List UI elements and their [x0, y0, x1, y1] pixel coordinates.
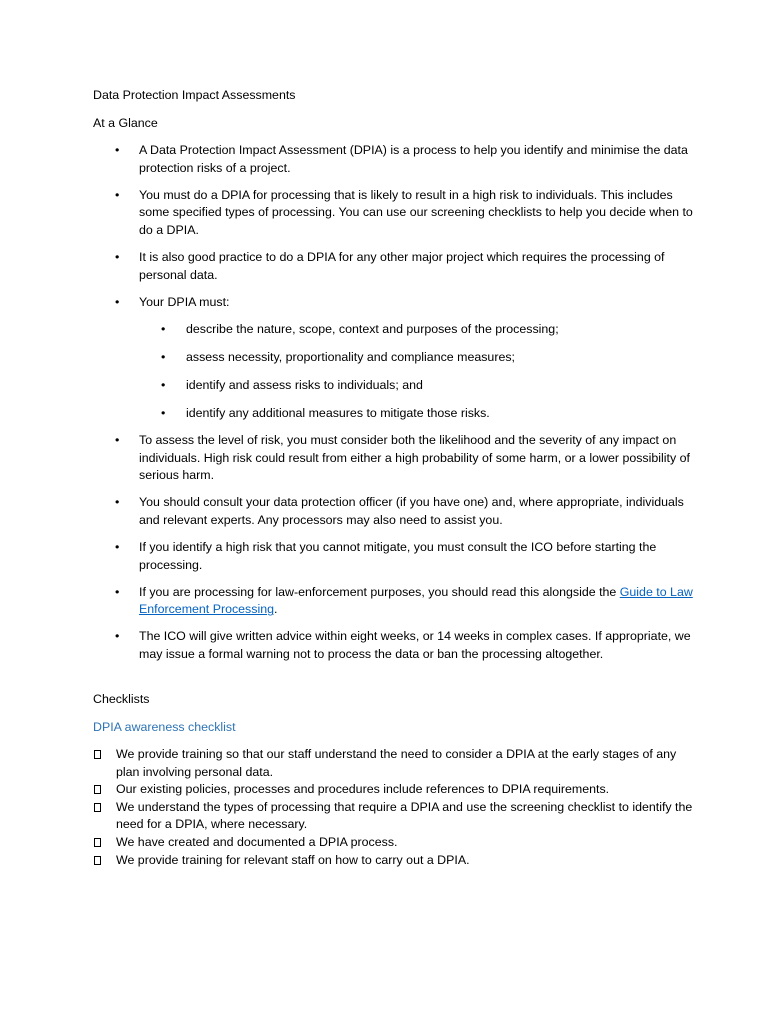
- awareness-checklist: [93, 746, 693, 869]
- list-item-text: Your DPIA must:: [139, 294, 230, 309]
- bullet-icon: •: [115, 187, 120, 202]
- list-item: [93, 249, 693, 284]
- sub-list-item: [139, 405, 693, 423]
- bullet-icon: •: [115, 433, 120, 448]
- dpia-requirements-list: [139, 321, 693, 423]
- list-item-text: [139, 585, 693, 617]
- list-item: [93, 187, 693, 240]
- checklist-item-text: We understand the types of processing that require a DPIA and use the screening checklist to identify the need for a DPIA, where necessary.: [116, 799, 693, 832]
- checklist-item-text: Our existing policies, processes and procedures include references to DPIA requirements.: [116, 782, 610, 797]
- checklist-item-text: We provide training for relevant staff on how to carry out a DPIA.: [116, 852, 470, 867]
- law-enforcement-guide-link[interactable]: Guide to Law Enforcement Processing: [139, 584, 693, 617]
- bullet-icon: •: [115, 143, 120, 157]
- sub-list-item-text: describe the nature, scope, context and purposes of the processing;: [186, 321, 559, 336]
- bullet-icon: •: [161, 321, 166, 336]
- list-item-text: To assess the level of risk, you must consider both the likelihood and the severity of any impact on individuals. High risk could result from either a high probability of some harm, or a lower possibility of serious harm.: [139, 433, 690, 483]
- law-bullet-prefix: If you are processing for law-enforcement purposes, you should read this alongside the: [139, 584, 617, 599]
- list-item: [93, 628, 693, 663]
- checkbox-icon[interactable]: [94, 856, 101, 865]
- bullet-icon: •: [115, 249, 120, 264]
- sub-list-item: [139, 321, 693, 339]
- checkbox-icon[interactable]: [94, 803, 101, 812]
- checklist-item[interactable]: [93, 746, 693, 781]
- list-item: [93, 294, 693, 423]
- bullet-icon: •: [115, 629, 120, 644]
- bullet-icon: •: [115, 584, 120, 599]
- list-item-text: A Data Protection Impact Assessment (DPIA) is a process to help you identify and minimise the data protection risks of a project.: [139, 143, 688, 175]
- sub-list-item-text: identify and assess risks to individuals; and: [186, 377, 423, 392]
- checklists-heading: Checklists: [93, 692, 150, 706]
- list-item-text: It is also good practice to do a DPIA for any other major project which requires the processing of personal data.: [139, 249, 665, 282]
- sub-list-item: [139, 377, 693, 395]
- at-a-glance-heading: At a Glance: [93, 116, 158, 130]
- list-item-text: You must do a DPIA for processing that is likely to result in a high risk to individuals. This includes some specified types of processing. You can use our screening checklists to help you decide when to do a DPIA.: [139, 187, 693, 237]
- sub-list-item: [139, 349, 693, 367]
- list-item: [93, 584, 693, 619]
- law-bullet-suffix: .: [273, 602, 278, 617]
- checkbox-icon[interactable]: [94, 785, 101, 794]
- list-item: [93, 539, 693, 574]
- checklist-item-text: We provide training so that our staff understand the need to consider a DPIA at the early stages of any plan involving personal data.: [116, 747, 677, 779]
- checkbox-icon[interactable]: [94, 838, 101, 847]
- bullet-icon: •: [161, 349, 166, 364]
- list-item-text: The ICO will give written advice within eight weeks, or 14 weeks in complex cases. If appropriate, we may issue a formal warning not to process the data or ban the processing altogether.: [139, 629, 691, 662]
- checklist-item[interactable]: [93, 781, 693, 799]
- list-item-text: You should consult your data protection officer (if you have one) and, where appropriate, individuals and relevant experts. Any processors may also need to assist you.: [139, 495, 684, 527]
- bullet-icon: •: [115, 540, 120, 555]
- at-a-glance-list: [93, 142, 693, 673]
- list-item-text: If you identify a high risk that you cannot mitigate, you must consult the ICO before starting the processing.: [139, 540, 657, 572]
- list-item: [93, 494, 693, 529]
- list-item: [93, 432, 693, 485]
- bullet-icon: •: [115, 495, 120, 510]
- list-item: [93, 142, 693, 177]
- checkbox-icon[interactable]: [94, 750, 101, 759]
- checklist-item[interactable]: [93, 852, 693, 870]
- awareness-checklist-heading: DPIA awareness checklist: [93, 720, 236, 734]
- sub-list-item-text: assess necessity, proportionality and compliance measures;: [186, 349, 515, 364]
- bullet-icon: •: [115, 294, 120, 309]
- checklist-item-text: We have created and documented a DPIA process.: [116, 834, 398, 849]
- bullet-icon: •: [161, 406, 166, 421]
- checklist-item[interactable]: [93, 799, 693, 834]
- sub-list-item-text: identify any additional measures to mitigate those risks.: [186, 406, 490, 421]
- bullet-icon: •: [161, 377, 166, 392]
- document-title: Data Protection Impact Assessments: [93, 88, 296, 102]
- checklist-item[interactable]: [93, 834, 693, 852]
